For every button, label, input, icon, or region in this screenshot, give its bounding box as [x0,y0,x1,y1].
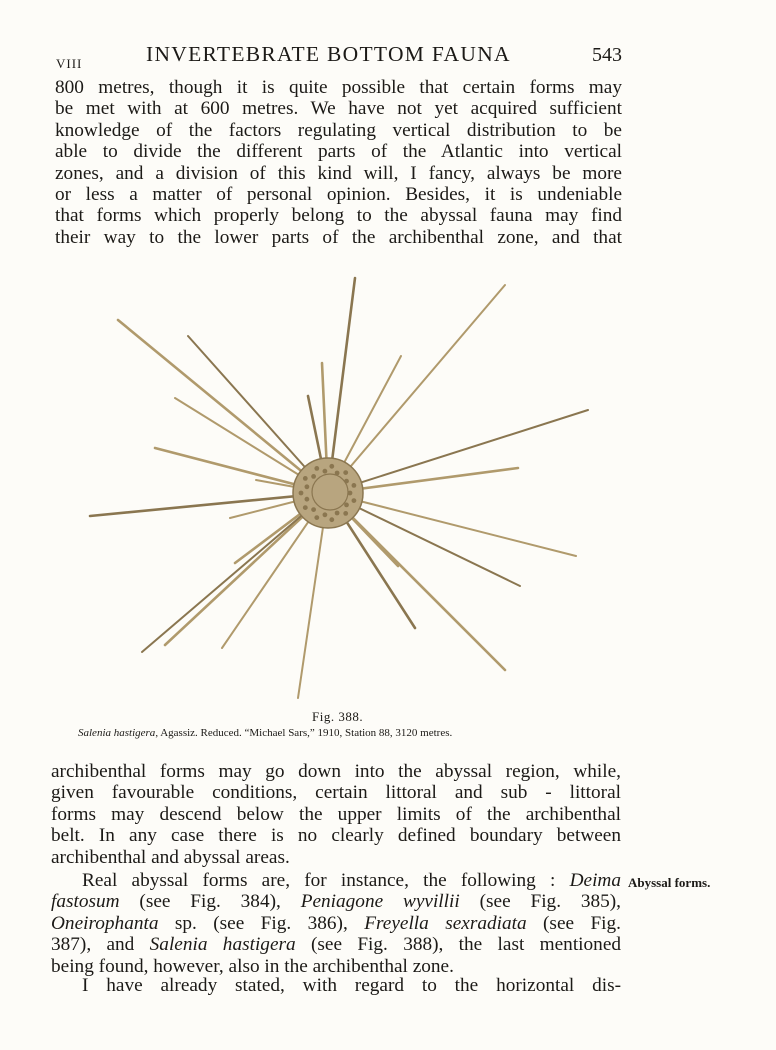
urchin-tubercle [305,484,310,489]
figure-label: Fig. 388. [312,709,364,724]
text-line: able to divide the different parts of the Atlantic into vertical [55,141,622,163]
urchin-tubercle [305,497,310,502]
urchin-tubercle [329,464,334,469]
text-run: (see Fig. 385), [479,891,622,913]
text-line [51,934,621,955]
running-title: INVERTEBRATE BOTTOM FAUNA [146,42,511,66]
text-line: being found, however, also in the archibenthal zone. [51,955,454,977]
urchin-tubercle [323,512,328,517]
text-line [51,913,621,934]
genus-name: Oneirophanta [51,912,159,934]
urchin-spine [118,320,328,493]
species-name: Deima [569,870,621,891]
urchin-spine [328,285,505,493]
text-line: archibenthal forms may go down into the abyssal region, while, [51,761,621,782]
paragraph-2 [51,761,621,868]
text-line [51,870,621,891]
urchin-spine [328,493,576,556]
urchin-tubercle [311,474,316,479]
urchin-tubercle [311,507,316,512]
urchin-tubercle [314,515,319,520]
sea-urchin-illustration [80,268,610,718]
caption-details: , Agassiz. Reduced. “Michael Sars,” 1910, Station 88, 3120 metres. [155,727,453,739]
urchin-tubercle [329,517,334,522]
text-run: 387), and [51,934,135,956]
text-line: or less a matter of personal opinion. Besides, it is undeniable [55,184,622,206]
urchin-tubercle [348,491,353,496]
urchin-spine [328,410,588,493]
urchin-tubercle [352,483,357,488]
urchin-tubercle [335,471,340,476]
species-name: Salenia hastigera [149,934,296,956]
text-run: (see Fig. 384), [139,891,281,913]
chapter-number: VIII [56,56,83,71]
text-run: (see Fig. [543,912,621,934]
urchin-spine [90,493,328,516]
urchin-tubercle [343,470,348,475]
text-run: sp. (see Fig. 386), [174,912,348,934]
urchin-tubercle [344,503,349,508]
species-name: Peniagone wyvillii [300,891,460,913]
text-line: archibenthal and abyssal areas. [51,846,290,868]
species-name: Freyella sexradiata [364,912,527,934]
paragraph-4 [51,975,621,996]
urchin-tubercle [299,491,304,496]
text-line: 800 metres, though it is quite possible that certain forms may [55,77,622,98]
text-line: forms may descend below the upper limits of the archibenthal [51,803,621,825]
page-number: 543 [592,44,622,66]
urchin-tubercle [335,511,340,516]
urchin-tubercle [303,476,308,481]
side-note: Abyssal forms. [628,875,711,890]
text-run: (see Fig. 388), the last mentioned [310,934,622,956]
urchin-tubercle [352,498,357,503]
text-line: that forms which properly belong to the abyssal fauna may find [55,205,622,227]
urchin-tubercle [323,469,328,474]
running-head [56,40,622,80]
caption-species-name: Salenia hastigera [78,727,156,739]
urchin-tubercle [343,511,348,516]
text-run: Real abyssal forms are, for instance, the following : [82,870,556,891]
text-line: belt. In any case there is no clearly defined boundary between [51,825,621,847]
text-line: given favourable conditions, certain littoral and sub - littoral [51,782,621,804]
urchin-tubercle [303,505,308,510]
text-line: zones, and a division of this kind will, I fancy, always be more [55,162,622,184]
paragraph-3 [51,870,621,977]
urchin-tubercle [314,466,319,471]
text-line: knowledge of the factors regulating vertical distribution to be [55,119,622,141]
urchin-tubercle [344,479,349,484]
text-line [51,891,621,912]
text-line: be met with at 600 metres. We have not yet acquired sufficient [55,98,622,120]
urchin-test-body [293,458,363,528]
text-line: their way to the lower parts of the archibenthal zone, and that [55,226,622,248]
paragraph-1 [55,77,622,248]
text-line: I have already stated, with regard to the horizontal dis- [82,975,621,996]
species-name: fastosum [51,891,120,913]
figure-caption [78,727,452,739]
urchin-test [293,458,363,528]
